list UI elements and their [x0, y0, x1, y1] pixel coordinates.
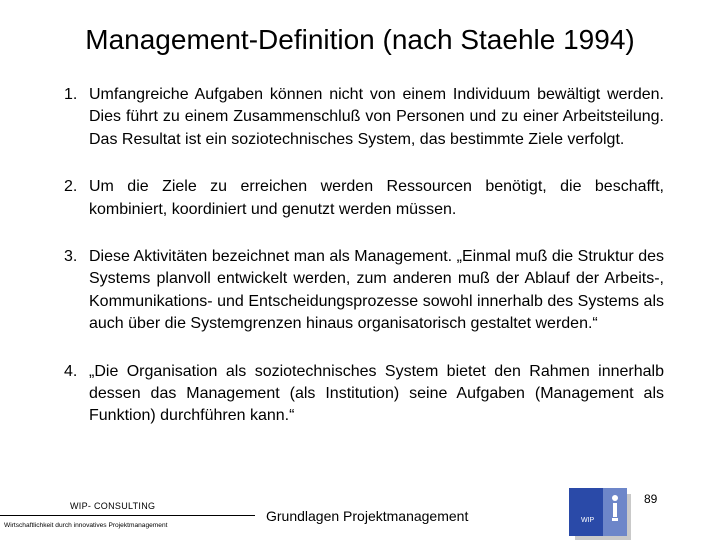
list-item-number: 1. [64, 86, 78, 103]
list-item [64, 84, 664, 151]
definition-list [64, 84, 664, 428]
logo-text: WIP [581, 517, 595, 524]
list-item-text: „Die Organisation als soziotechnisches System bietet den Rahmen innerhalb dessen das Management (als Institution) seine Aufgaben (Management als Funktion) durchführen kann.“ [89, 362, 664, 425]
footer-course-title: Grundlagen Projektmanagement [266, 508, 469, 524]
logo-figure-leg [612, 518, 618, 521]
list-item-text: Um die Ziele zu erreichen werden Ressourcen benötigt, die beschafft, kombiniert, koordiniert und genutzt werden müssen. [89, 178, 664, 218]
company-name: WIP- CONSULTING [70, 501, 156, 511]
logo-figure-body [613, 503, 617, 517]
list-item [64, 246, 664, 336]
list-item-text: Diese Aktivitäten bezeichnet man als Management. „Einmal muß die Struktur des Systems planvoll entwickelt werden, zum anderen muß der Ablauf der Arbeits-, Kommunikations- und Entscheidungsprozesse sowohl innerhalb des Systems als auch über die Systemgrenzen hinaus organisatorisch gestaltet werden.“ [89, 248, 664, 333]
list-item-number: 4. [64, 362, 78, 380]
logo-dark-panel [569, 488, 603, 536]
list-item-number: 2. [64, 178, 78, 196]
company-tagline: Wirtschaftlichkeit durch innovatives Projektmanagement [4, 522, 168, 529]
slide-title: Management-Definition (nach Staehle 1994) [85, 24, 635, 55]
list-item-number: 3. [64, 248, 78, 266]
logo-figure-head [612, 495, 618, 501]
footer-branding [0, 480, 260, 540]
list-item-text: Umfangreiche Aufgaben können nicht von einem Individuum bewältigt werden. Dies führt zu einem Zusammenschluß von Personen und zu einer Arbeitsteilung. Das Resultat ist ein soziotechnisches System, das bestimmte Ziele verfolgt. [89, 86, 664, 148]
footer-divider [0, 515, 255, 516]
list-item [64, 176, 664, 221]
page-number: 89 [644, 492, 658, 506]
company-logo [569, 488, 633, 540]
list-item [64, 361, 664, 428]
